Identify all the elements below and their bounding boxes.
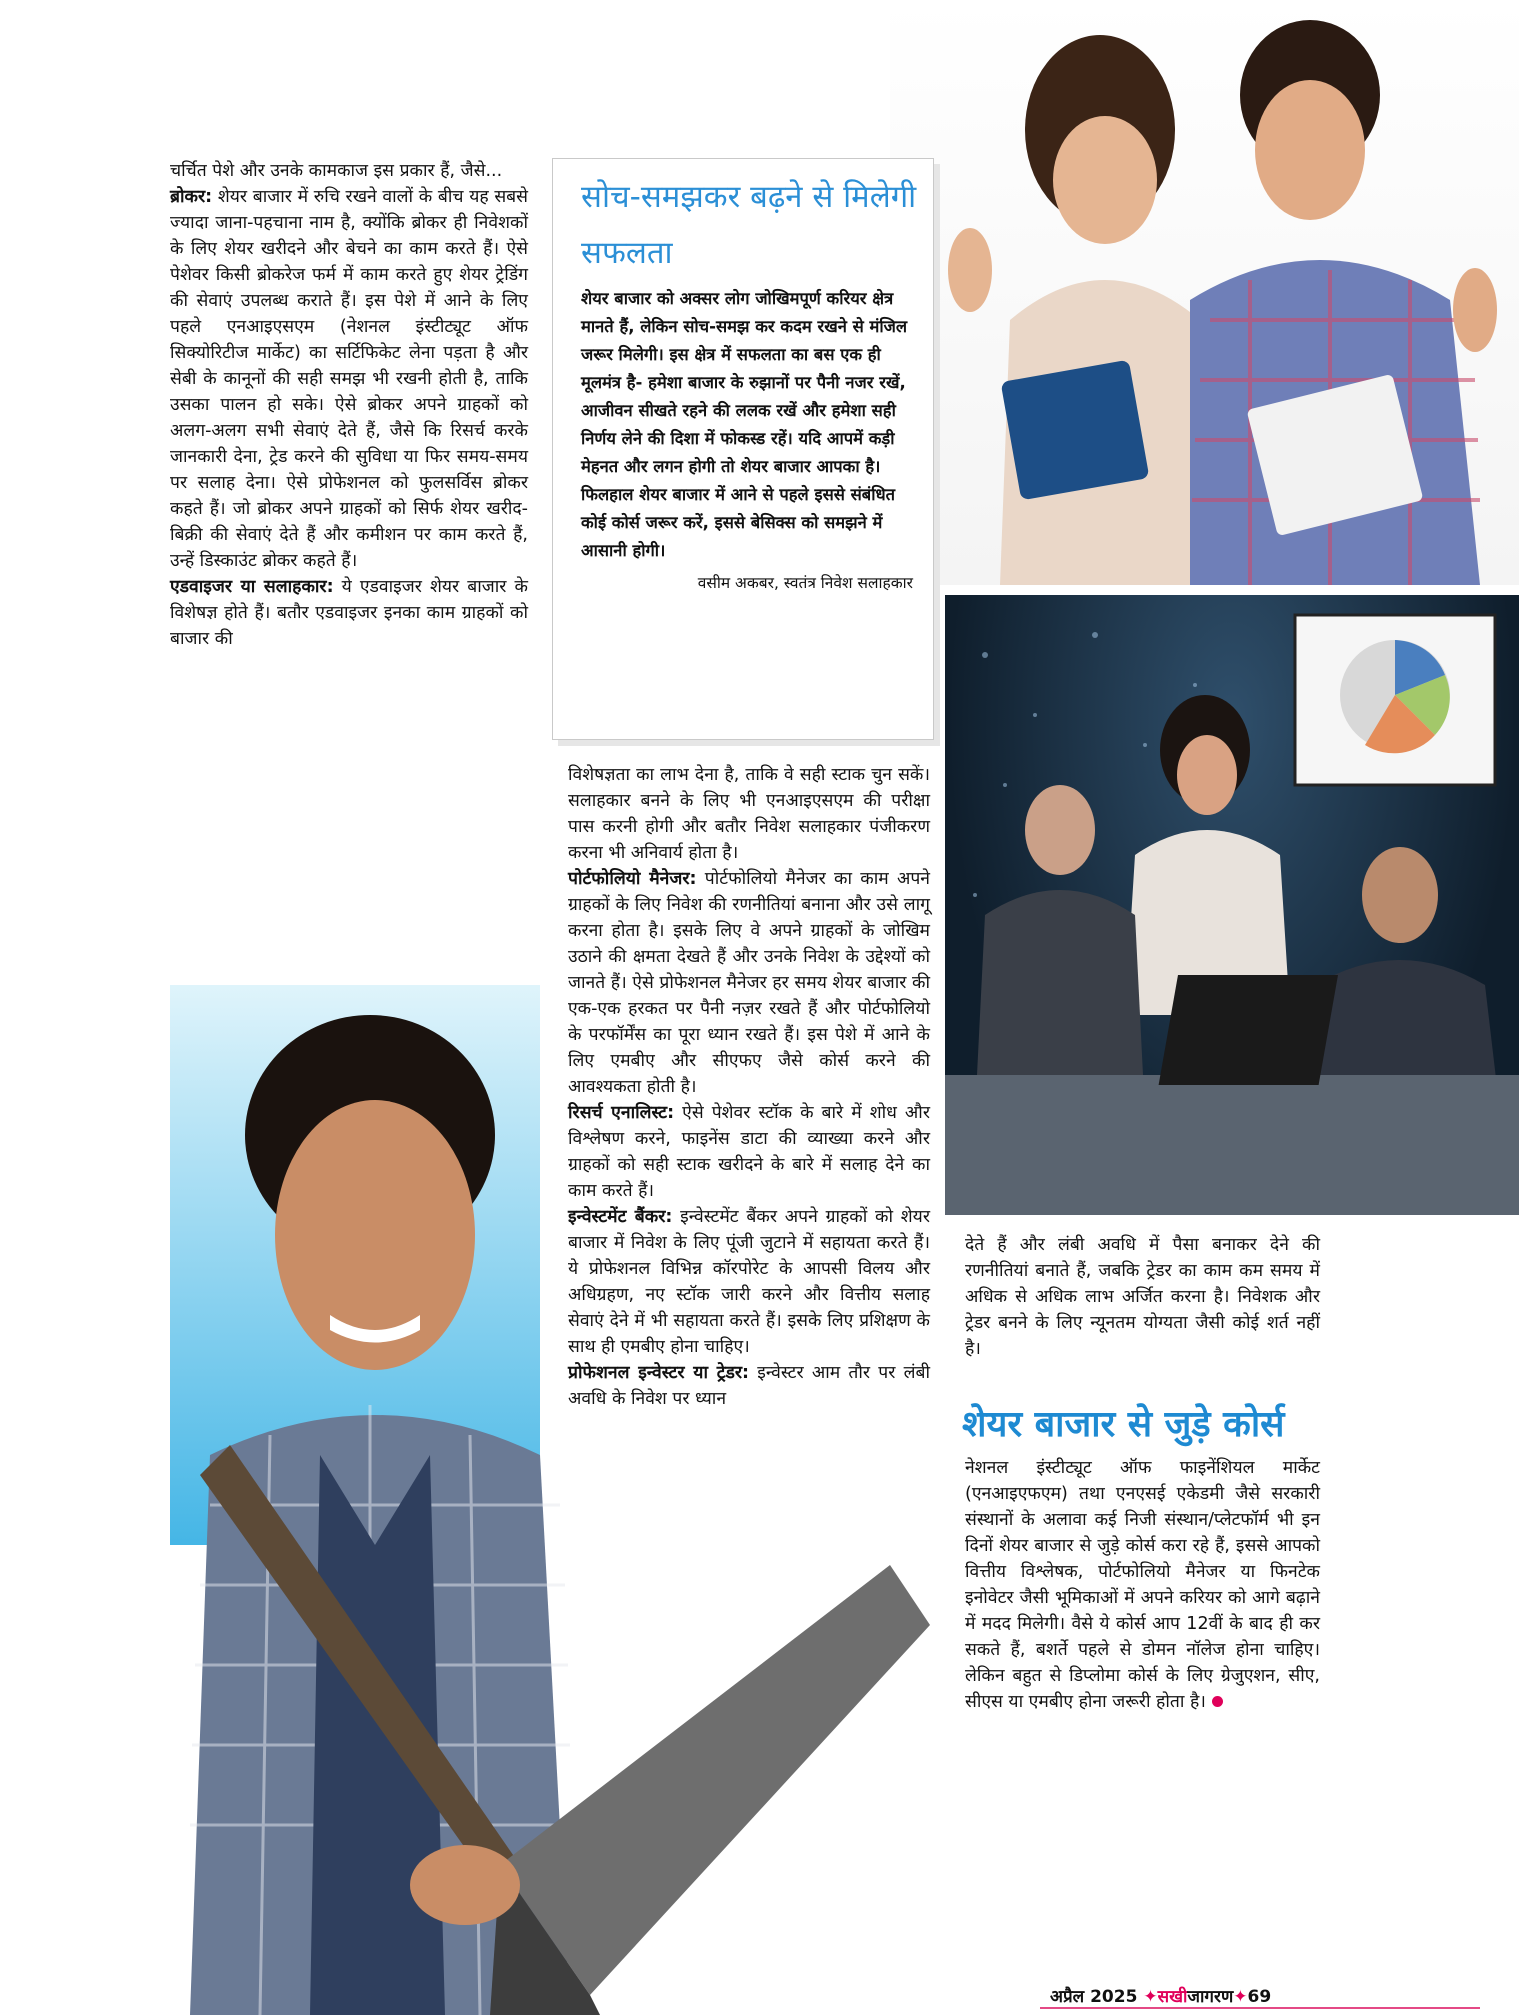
- investment-banker-label: इन्वेस्टमेंट बैंकर:: [568, 1207, 673, 1227]
- courses-heading: शेयर बाजार से जुड़े कोर्स: [962, 1404, 1285, 1445]
- quote-box-title: सोच-समझकर बढ़ने से मिलेगी सफलता: [581, 179, 917, 271]
- page-footer: [1050, 1984, 1271, 2007]
- broker-label: ब्रोकर:: [170, 187, 213, 207]
- courses-text: [965, 1455, 1320, 1715]
- investor-trader-label: प्रोफेशनल इन्वेस्टर या ट्रेडर:: [568, 1363, 750, 1383]
- investment-banker-text: इन्वेस्टमेंट बैंकर अपने ग्राहकों को शेयर बाजार में निवेश के लिए पूंजी जुटाने में सहायता करते हैं। ये प्रोफेशनल विभिन्न कॉरपोरेट के आपसी विलय और अधिग्रहण, नए स्टॉक जारी करने और वित्तीय सलाह सेवाएं देने में भी सहायता करते हैं। इसके लिए प्रशिक्षण के साथ ही एमबीए होना चाहिए।: [568, 1207, 930, 1357]
- advisor-label: एडवाइजर या सलाहकार:: [170, 577, 334, 597]
- research-analyst-paragraph: [568, 1100, 930, 1204]
- column-1-text: [170, 158, 528, 652]
- broker-paragraph: [170, 184, 528, 574]
- intro-text: चर्चित पेशे और उनके कामकाज इस प्रकार हैं, जैसे...: [170, 161, 503, 181]
- expert-quote-box: [552, 158, 934, 740]
- research-analyst-text: ऐसे पेशेवर स्टॉक के बारे में शोध और विश्लेषण करने, फाइनेंस डाटा की व्याख्या करने और ग्राहकों को सही स्टाक खरीदने के बारे में सलाह देने का काम करते हैं।: [568, 1103, 930, 1201]
- star-icon-2: ✦: [1233, 1987, 1248, 2007]
- research-analyst-label: रिसर्च एनालिस्ट:: [568, 1103, 675, 1123]
- portfolio-manager-text: पोर्टफोलियो मैनेजर का काम अपने ग्राहकों के लिए निवेश की रणनीतियां बनाना और उसे लागू करना होता है। इसके लिए वे अपने ग्राहकों के जोखिम उठाने की क्षमता देखते हैं और उनके निवेश के उद्देश्यों को जानते हैं। ऐसे प्रोफेशनल मैनेजर हर समय शेयर बाजार की एक-एक हरकत पर पैनी नज़र रखते हैं और पोर्टफोलियो के परफॉर्मेंस का पूरा ध्यान रखते हैं। इस पेशे में आने के लिए एमबीए और सीएफए जैसे कोर्स करने की आवश्यकता होती है।: [568, 869, 930, 1097]
- portfolio-manager-paragraph: [568, 866, 930, 1100]
- footer-rule: [1040, 2007, 1480, 2009]
- quote-box-body: शेयर बाजार को अक्सर लोग जोखिमपूर्ण करियर क्षेत्र मानते हैं, लेकिन सोच-समझ कर कदम रखने से मंजिल जरूर मिलेगी। इस क्षेत्र में सफलता का बस एक ही मूलमंत्र है- हमेशा बाजार के रुझानों पर पैनी नजर रखें, आजीवन सीखते रहने की ललक रखें और हमेशा सही निर्णय लेने की दिशा में फोकस्ड रहें। यदि आपमें कड़ी मेहनत और लगन होगी तो शेयर बाजार आपका है। फिलहाल शेयर बाजार में आने से पहले इससे संबंधित कोई कोर्स जरूर करें, इससे बेसिक्स को समझने में आसानी होगी।: [581, 289, 908, 560]
- broker-text: शेयर बाजार में रुचि रखने वालों के बीच यह सबसे ज्यादा जाना-पहचाना नाम है, क्योंकि ब्रोकर ही निवेशकों के लिए शेयर खरीदने और बेचने का काम करते हैं। ऐसे पेशेवर किसी ब्रोकरेज फर्म में काम करते हुए शेयर ट्रेडिंग की सेवाएं उपलब्ध कराते हैं। इस पेशे में आने के लिए पहले एनआइएसएम (नेशनल इंस्टीट्यूट ऑफ सिक्योरिटीज मार्केट) का सर्टिफिकेट लेना पड़ता है और सेबी के कानूनों की सही समझ भी रखनी होती है, ताकि उसका पालन हो सके। ऐसे ब्रोकर अपने ग्राहकों को अलग-अलग सभी सेवाएं देते हैं, जैसे कि रिसर्च करके जानकारी देना, ट्रेड करने की सुविधा या फिर समय-समय पर सलाह देना। ऐसे प्रोफेशनल को फुलसर्विस ब्रोकर कहते हैं। जो ब्रोकर अपने ग्राहकों को सिर्फ शेयर खरीद-बिक्री की सेवाएं देते हैं और कमीशन पर काम करते हैं, उन्हें डिस्काउंट ब्रोकर कहते हैं।: [170, 187, 528, 571]
- page-number: 69: [1247, 1987, 1272, 2007]
- column-2-text: [568, 762, 930, 1412]
- investment-banker-paragraph: [568, 1204, 930, 1360]
- investor-trader-paragraph: [568, 1360, 930, 1412]
- office-meeting-photo: [945, 595, 1519, 1215]
- advisor-continued: विशेषज्ञता का लाभ देना है, ताकि वे सही स्टाक चुन सकें। सलाहकार बनने के लिए भी एनआइएसएम की परीक्षा पास करनी होगी और बतौर निवेश सलाहकार पंजीकरण करना भी अनिवार्य होता है।: [568, 765, 930, 863]
- trader-continued: देते हैं और लंबी अवधि में पैसा बनाकर देने की रणनीतियां बनाते हैं, जबकि ट्रेडर का काम कम समय में अधिक से अधिक लाभ अर्जित करना है। निवेशक और ट्रेडर बनने के लिए न्यूनतम योग्यता जैसी कोई शर्त नहीं है।: [965, 1235, 1320, 1359]
- end-mark-icon: [1212, 1696, 1223, 1707]
- star-icon: ✦: [1143, 1987, 1158, 2007]
- advisor-paragraph: [170, 574, 528, 652]
- courses-body: नेशनल इंस्टीट्यूट ऑफ फाइनेंशियल मार्केट (एनआइएफएम) तथा एनएसई एकेडमी जैसे सरकारी संस्थानों के अलावा कई निजी संस्थान/प्लेटफॉर्म भी इन दिनों शेयर बाजार से जुड़े कोर्स करा रहे हैं, इससे आपको वित्तीय विश्लेषक, पोर्टफोलियो मैनेजर या फिनटेक इनोवेटर जैसी भूमिकाओं में अपने करियर को आगे बढ़ाने में मदद मिलेगी। वैसे ये कोर्स आप 12वीं के बाद ही कर सकते हैं, बशर्ते पहले से डोमन नॉलेज होना चाहिए। लेकिन बहुत से डिप्लोमा कोर्स के लिए ग्रेजुएशन, सीए, सीएस या एमबीए होना जरूरी होता है।: [965, 1458, 1320, 1712]
- portfolio-manager-label: पोर्टफोलियो मैनेजर:: [568, 869, 697, 889]
- magazine-brand-a: सखी: [1157, 1987, 1188, 2007]
- quote-box-author: वसीम अकबर, स्वतंत्र निवेश सलाहकार: [697, 574, 913, 592]
- advisor-text: ये एडवाइजर शेयर बाजार के विशेषज्ञ होते हैं। बतौर एडवाइजर इनका काम ग्राहकों को बाजार की: [170, 577, 528, 649]
- magazine-brand-b: जागरण: [1187, 1987, 1234, 2007]
- investor-trader-text: इन्वेस्टर आम तौर पर लंबी अवधि के निवेश पर ध्यान: [568, 1363, 930, 1409]
- issue-month: अप्रैल 2025: [1050, 1987, 1138, 2007]
- students-photo: [890, 0, 1519, 585]
